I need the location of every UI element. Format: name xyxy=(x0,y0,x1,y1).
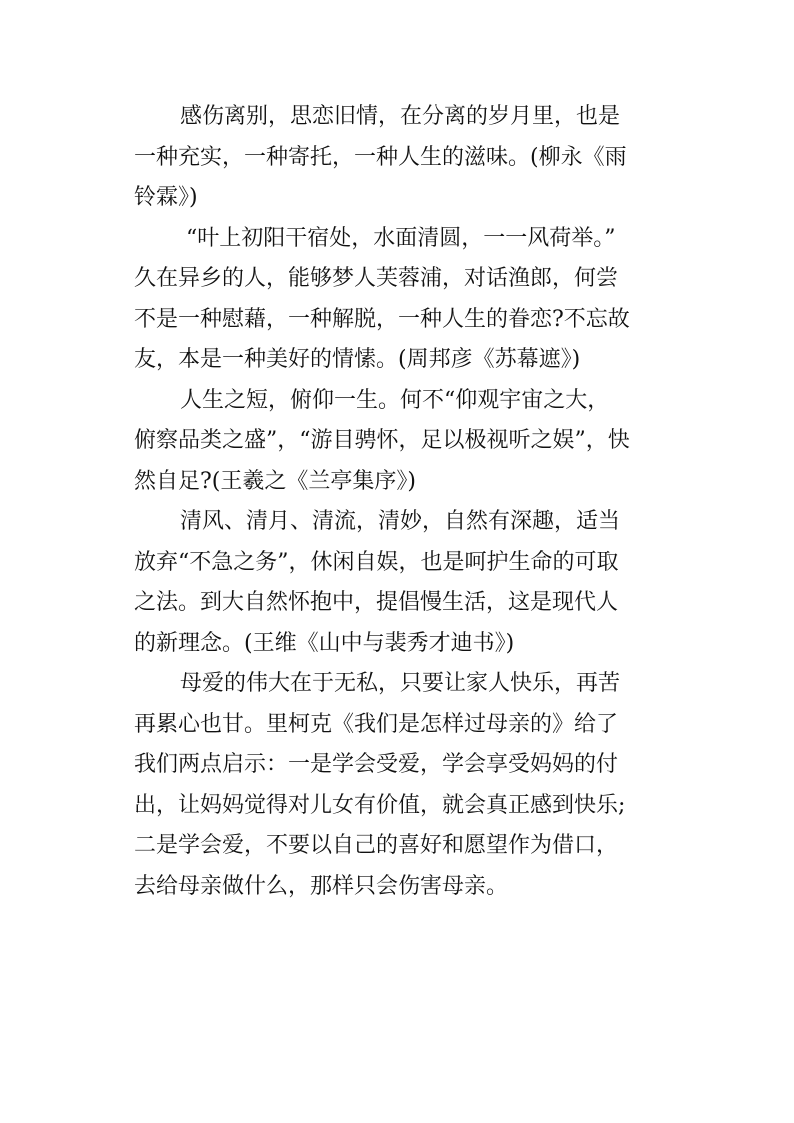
text-line: 二是学会爱，不要以自己的喜好和愿望作为借口， xyxy=(134,833,619,858)
text-line: 感伤离别，思恋旧情，在分离的岁月里，也是 xyxy=(180,104,621,129)
text-line: 再累心也甘。里柯克《我们是怎样过母亲的》给了 xyxy=(134,711,619,737)
text-line: 出，让妈妈觉得对儿女有价值，就会真正感到快乐; xyxy=(134,792,626,818)
text-line: 友，本是一种美好的情愫。(周邦彦《苏幕遮》) xyxy=(134,347,581,372)
text-line: 铃霖》) xyxy=(134,185,198,210)
text-line: 久在异乡的人，能够梦人芙蓉浦，对话渔郎，何尝 xyxy=(134,266,619,291)
text-line: “叶上初阳干宿处，水面清圆，一一风荷举。” xyxy=(186,225,616,251)
text-line: 去给母亲做什么，那样只会伤害母亲。 xyxy=(134,873,509,899)
text-line: 我们两点启示：一是学会受爱，学会享受妈妈的付 xyxy=(134,752,619,777)
paragraph-liu-yong xyxy=(134,97,674,219)
paragraph-leacock xyxy=(134,664,674,907)
text-line: 之法。到大自然怀抱中，提倡慢生活，这是现代人 xyxy=(134,590,619,615)
text-line: 清风、清月、清流，清妙，自然有深趣，适当 xyxy=(180,509,621,534)
paragraph-wang-wei xyxy=(134,502,674,664)
text-line: 的新理念。(王维《山中与裴秀才迪书》) xyxy=(134,630,515,656)
text-line: 不是一种慰藉，一种解脱，一种人生的眷恋?不忘故 xyxy=(134,306,630,332)
text-line: 一种充实，一种寄托，一种人生的滋味。(柳永《雨 xyxy=(134,144,627,170)
document-body xyxy=(134,97,674,907)
text-line: 俯察品类之盛”，“游目骋怀，足以极视听之娱”，快 xyxy=(134,428,630,453)
text-line: 放弃“不急之务”，休闲自娱，也是呵护生命的可取 xyxy=(134,549,619,575)
paragraph-wang-xizhi xyxy=(134,381,674,503)
paragraph-zhou-bangyan xyxy=(134,219,674,381)
text-line: 母爱的伟大在于无私，只要让家人快乐，再苦 xyxy=(180,671,621,696)
text-line: 然自足?(王羲之《兰亭集序》) xyxy=(134,468,416,494)
text-line: 人生之短，俯仰一生。何不“仰观宇宙之大， xyxy=(180,387,610,413)
